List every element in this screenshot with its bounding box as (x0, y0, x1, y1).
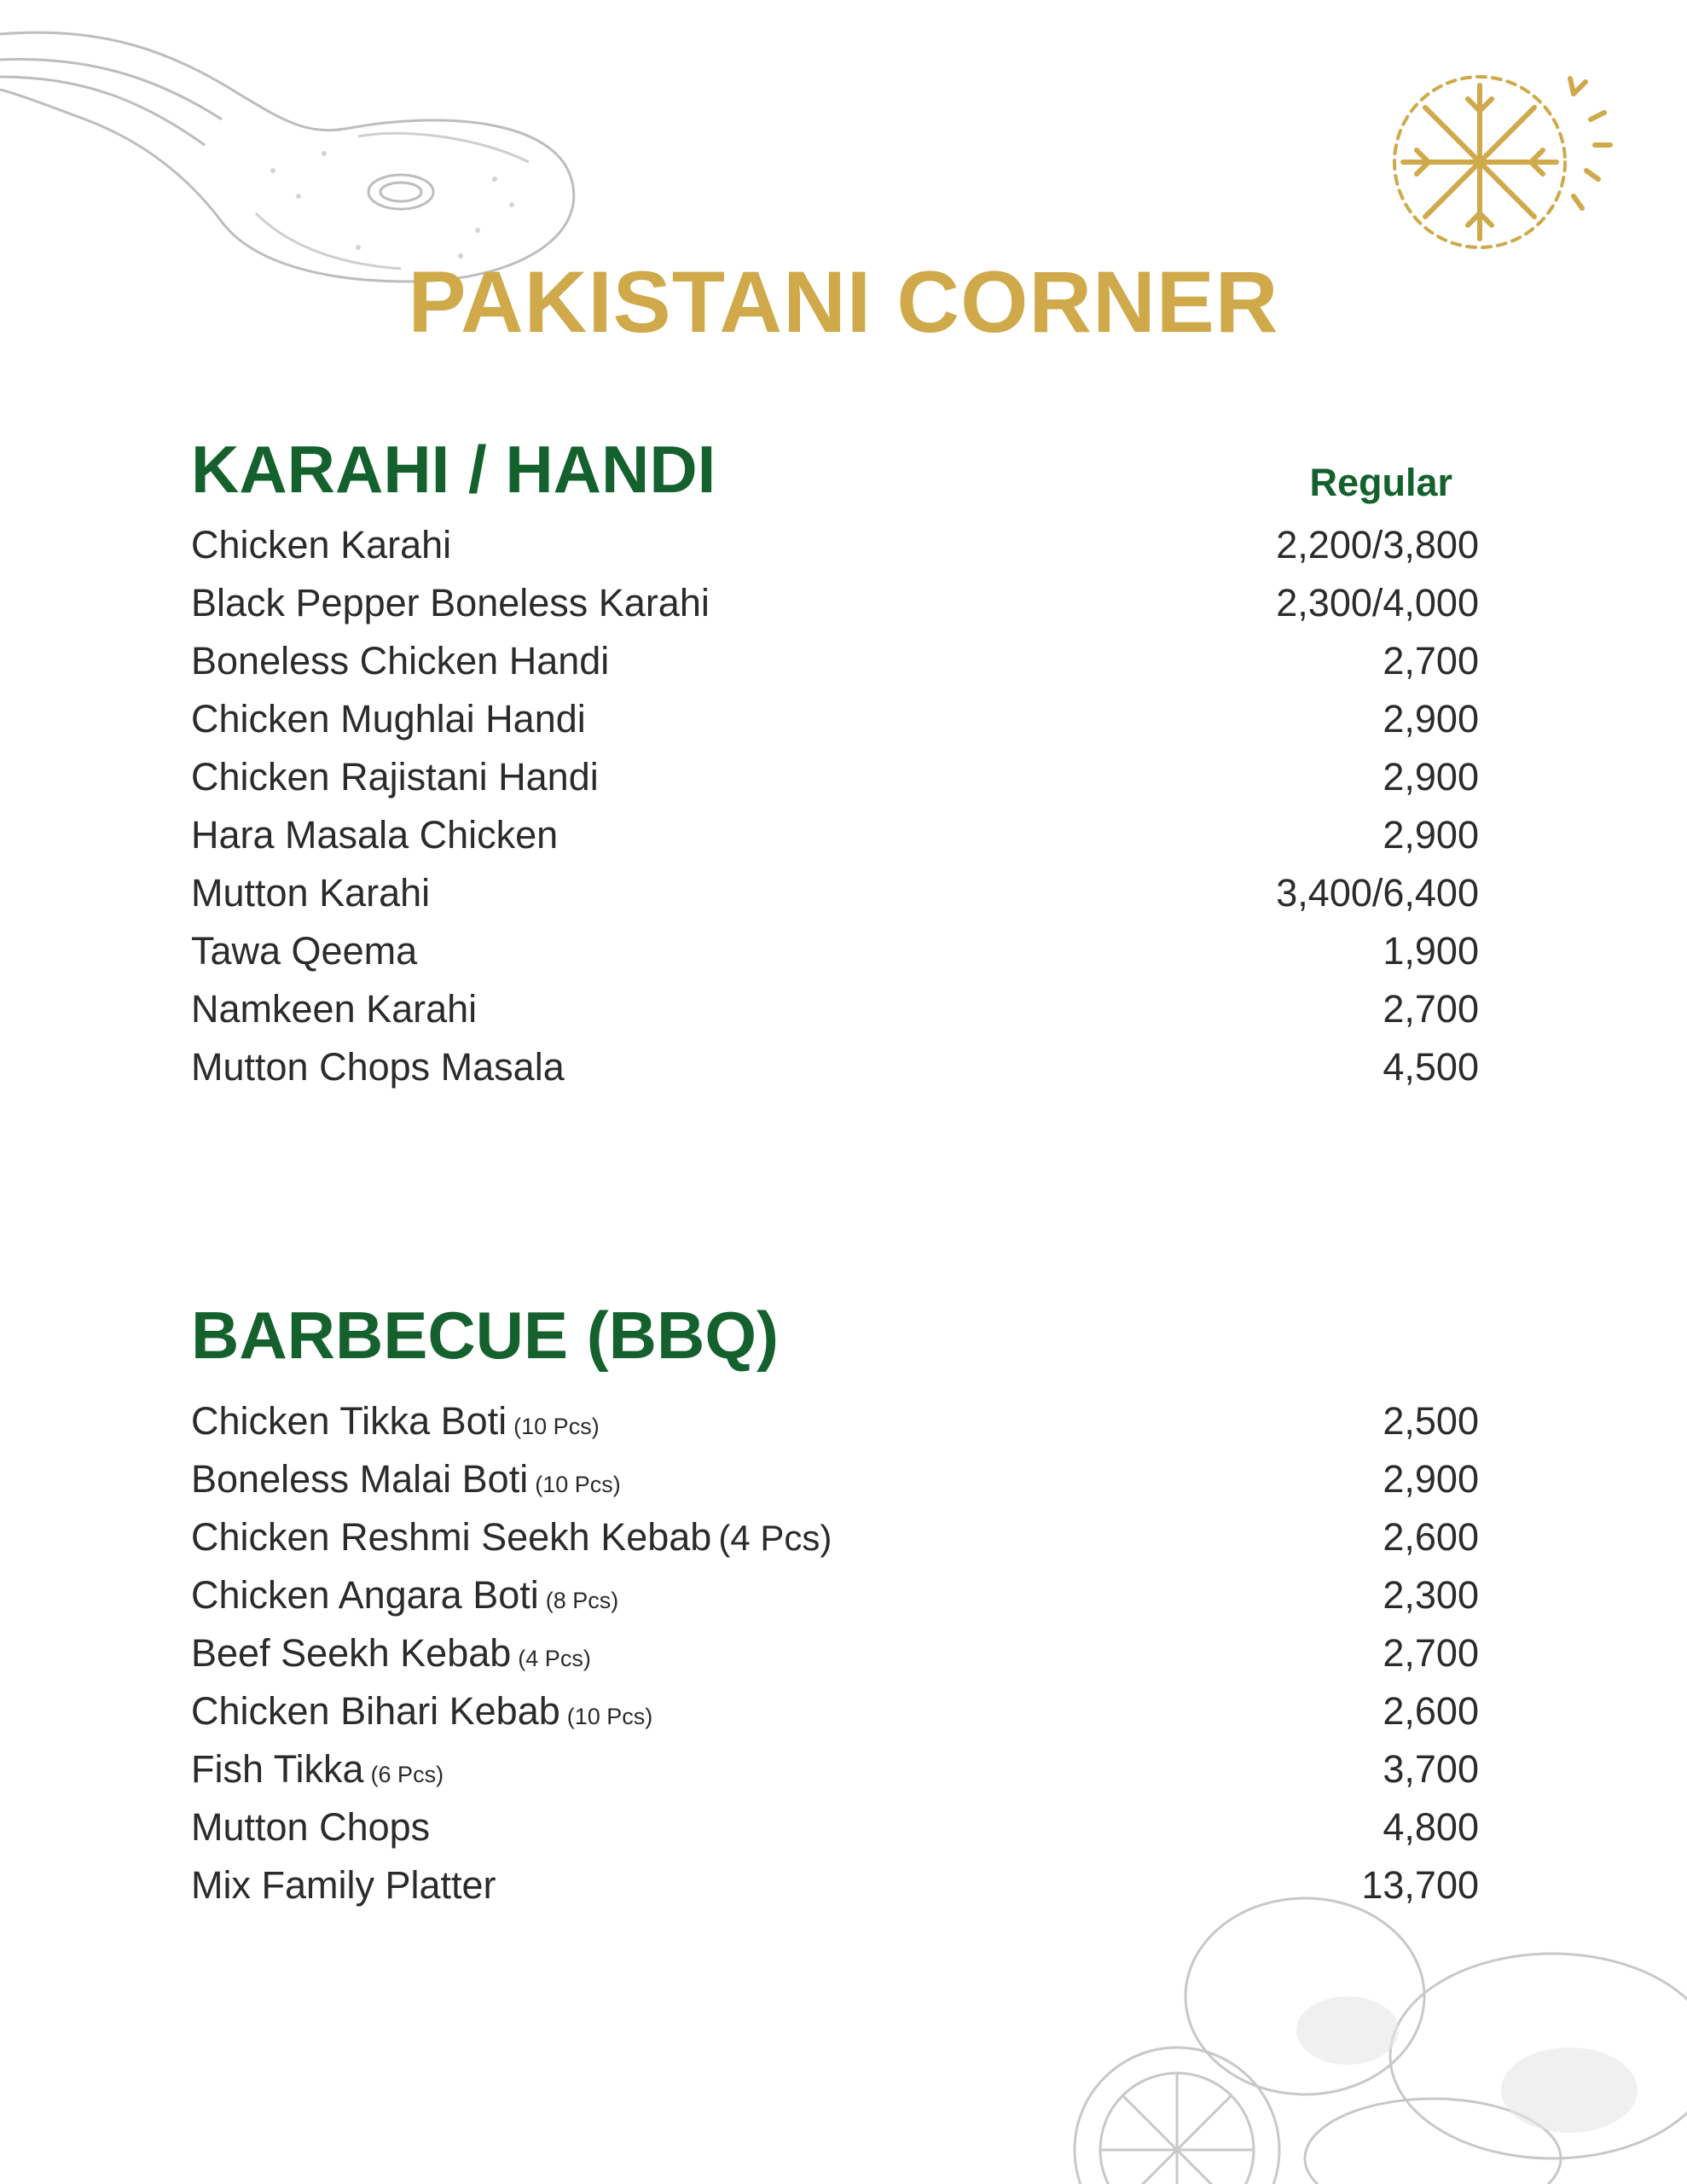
item-price: 4,800 (1383, 1805, 1479, 1849)
item-name: Mix Family Platter (191, 1863, 496, 1907)
item-price: 2,200/3,800 (1276, 523, 1479, 566)
item-name: Chicken Rajistani Handi (191, 755, 599, 799)
item-name: Chicken Karahi (191, 523, 452, 566)
menu-item (191, 1740, 1479, 1798)
item-name-text: Fish Tikka (191, 1747, 364, 1791)
item-price: 2,600 (1383, 1515, 1479, 1559)
item-qty: (6 Pcs) (370, 1762, 444, 1787)
lemons-illustration (1023, 1877, 1687, 2184)
item-name: Namkeen Karahi (191, 987, 478, 1031)
section-title-karahi-handi: KARAHI / HANDI (191, 432, 716, 507)
item-price: 2,300 (1383, 1573, 1479, 1617)
menu-item (191, 1038, 1479, 1096)
menu-item (191, 806, 1479, 864)
item-name (191, 1631, 591, 1676)
menu-item (191, 1508, 1479, 1566)
floral-logo-icon (1377, 60, 1616, 256)
item-qty: (10 Pcs) (535, 1472, 621, 1497)
item-price: 1,900 (1383, 929, 1479, 973)
item-name (191, 1457, 621, 1502)
item-name: Black Pepper Boneless Karahi (191, 581, 710, 624)
menu-item (191, 574, 1479, 632)
item-price: 2,700 (1383, 1631, 1479, 1675)
barbecue-list (191, 1392, 1479, 1914)
item-price: 2,600 (1383, 1689, 1479, 1733)
item-name-text: Chicken Bihari Kebab (191, 1689, 560, 1733)
item-qty: (10 Pcs) (513, 1414, 600, 1439)
menu-item (191, 1392, 1479, 1450)
item-name: Chicken Mughlai Handi (191, 697, 586, 741)
menu-item (191, 632, 1479, 690)
item-price: 4,500 (1383, 1045, 1479, 1089)
menu-item (191, 748, 1479, 806)
item-price: 3,700 (1383, 1747, 1479, 1791)
column-header-regular: Regular (1309, 461, 1452, 504)
item-qty: (10 Pcs) (566, 1704, 653, 1729)
item-qty: (8 Pcs) (545, 1588, 619, 1613)
item-price: 13,700 (1361, 1863, 1479, 1907)
menu-item (191, 922, 1479, 980)
menu-item (191, 1798, 1479, 1856)
item-price: 2,700 (1383, 639, 1479, 682)
item-name (191, 1573, 618, 1618)
menu-item (191, 1682, 1479, 1740)
menu-item (191, 690, 1479, 748)
karahi-handi-list (191, 516, 1479, 1096)
item-name-text: Boneless Malai Boti (191, 1457, 529, 1501)
item-price: 2,900 (1383, 1457, 1479, 1501)
item-price: 3,400/6,400 (1276, 871, 1479, 915)
item-price: 2,300/4,000 (1276, 581, 1479, 624)
item-price: 2,900 (1383, 813, 1479, 857)
item-name (191, 1689, 652, 1734)
menu-item (191, 1856, 1479, 1914)
item-name-text: Chicken Tikka Boti (191, 1399, 507, 1443)
section-title-barbecue: BARBECUE (BBQ) (191, 1298, 779, 1373)
item-name (191, 1399, 600, 1443)
menu-item (191, 1450, 1479, 1508)
item-name: Mutton Karahi (191, 871, 431, 915)
item-name (191, 1515, 832, 1560)
item-price: 2,500 (1383, 1399, 1479, 1443)
menu-item (191, 980, 1479, 1038)
item-name: Mutton Chops (191, 1805, 431, 1849)
item-name-text: Chicken Reshmi Seekh Kebab (191, 1515, 712, 1559)
item-name: Boneless Chicken Handi (191, 639, 610, 682)
item-name: Tawa Qeema (191, 929, 418, 973)
item-name: Mutton Chops Masala (191, 1045, 565, 1089)
item-name-text: Chicken Angara Boti (191, 1573, 539, 1617)
item-price: 2,700 (1383, 987, 1479, 1031)
page-title: PAKISTANI CORNER (408, 253, 1279, 351)
menu-item (191, 516, 1479, 574)
item-name: Hara Masala Chicken (191, 813, 559, 857)
item-name (191, 1747, 443, 1792)
item-name-text: Beef Seekh Kebab (191, 1631, 512, 1675)
item-qty: (4 Pcs) (718, 1518, 832, 1558)
menu-item (191, 864, 1479, 922)
item-qty: (4 Pcs) (518, 1646, 591, 1671)
item-price: 2,900 (1383, 697, 1479, 741)
menu-item (191, 1566, 1479, 1624)
item-price: 2,900 (1383, 755, 1479, 799)
menu-item (191, 1624, 1479, 1682)
